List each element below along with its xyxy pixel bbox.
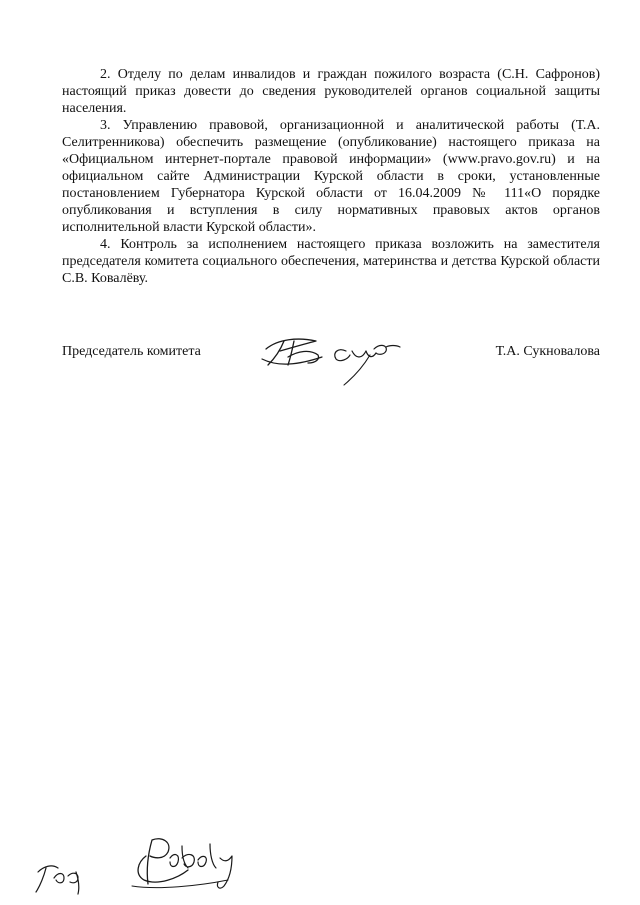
paragraph-4: 4. Контроль за исполнением настоящего приказа возложить на заместителя председателя комитета социального обеспечения, материнства и детства Курской области С.В. Ковалёву. — [62, 237, 600, 286]
signer-role: Председатель комитета — [62, 344, 201, 359]
signer-name: Т.А. Сукновалова — [495, 344, 600, 359]
document-body — [62, 66, 600, 287]
paragraph-3: 3. Управлению правовой, организационной и аналитической работы (Т.А. Селитренникова) обеспечить размещение (опубликование) настоящего приказа на «Официальном интернет-портале правовой информации» (www.pravo.gov.ru) и на официальном сайте Администрации Курской области в сроки, установленные постановлением Губернатора Курской области от 16.04.2009 № 111«О порядке опубликования и вступления в силу нормативных правовых актов органов исполнительной власти Курской области». — [62, 118, 600, 235]
signature-block — [62, 333, 600, 393]
paragraph-2: 2. Отделу по делам инвалидов и граждан пожилого возраста (С.Н. Сафронов) настоящий приказ довести до сведения руководителей органов социальной защиты населения. — [62, 67, 600, 116]
handwritten-signature — [258, 329, 403, 387]
handwritten-initials — [28, 832, 258, 898]
